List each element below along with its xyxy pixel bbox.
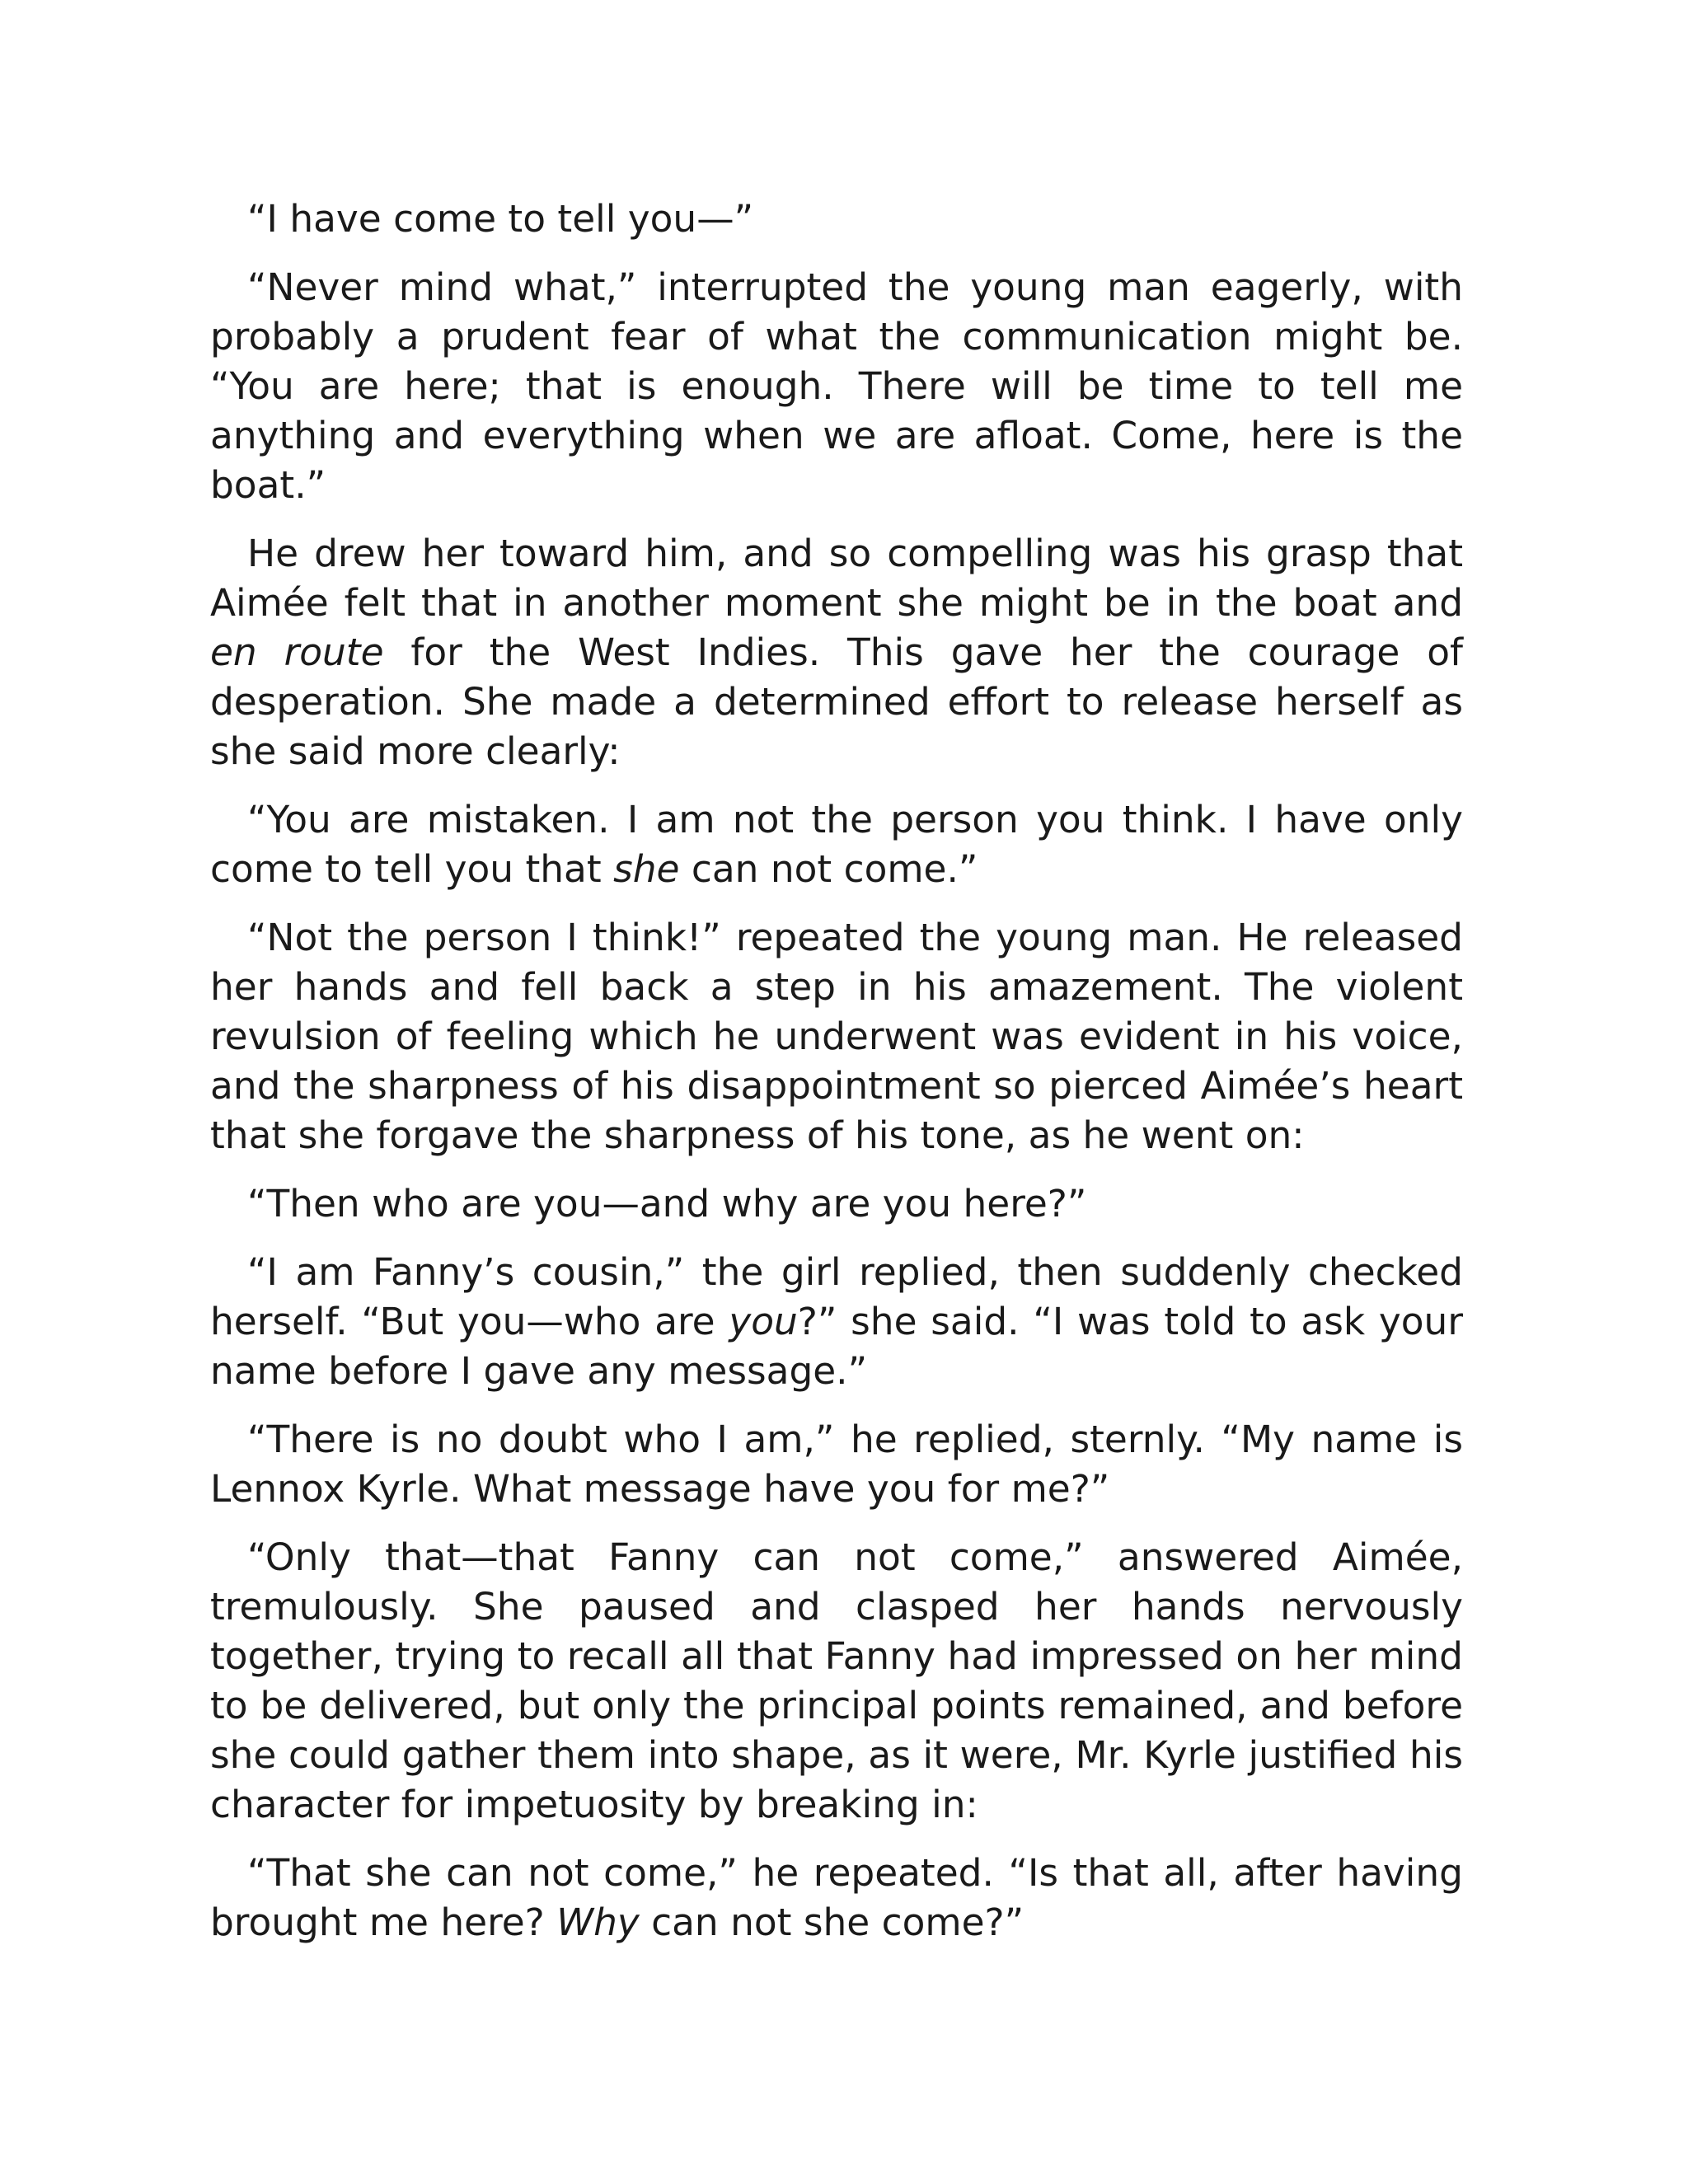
text-run: He drew her toward him, and so compelling was his grasp that Aimée felt that in another moment she might be in the boat and <box>210 532 1463 625</box>
text-run: “Then who are you—and why are you here?” <box>247 1182 1087 1226</box>
text-body <box>210 194 1463 1947</box>
text-run: ?” she said. “I was told to ask your name before I gave any message.” <box>210 1300 1463 1393</box>
italic-text: en route <box>210 630 384 674</box>
paragraph <box>210 1533 1463 1830</box>
text-run: “Only that—that Fanny can not come,” answered Aimée, tremulously. She paused and clasped her hands nervously together, trying to recall all that Fanny had impressed on her mind to be delivered, but only the principal points remained, and before she could gather them into shape, as it were, Mr. Kyrle justified his character for impetuosity by breaking in: <box>210 1535 1463 1826</box>
book-page <box>210 194 1463 1966</box>
text-run: “There is no doubt who I am,” he replied, sternly. “My name is Lennox Kyrle. What message have you for me?” <box>210 1418 1463 1511</box>
paragraph <box>210 1849 1463 1947</box>
text-run: can not come.” <box>679 847 978 891</box>
paragraph <box>210 1415 1463 1514</box>
text-run: “Not the person I think!” repeated the young man. He released her hands and fell back a step in his amazement. The violent revulsion of feeling which he underwent was evident in his voice, and the sharpness of his disappointment so pierced Aimée’s heart that she forgave the sharpness of his tone, as he went on: <box>210 916 1463 1157</box>
text-run: “That she can not come,” he repeated. “Is that all, after having brought me here? <box>210 1851 1463 1944</box>
text-run: “Never mind what,” interrupted the young man eagerly, with probably a prudent fear of what the communication might be. “You are here; that is enough. There will be time to tell me anything and everything when we are afloat. Come, here is the boat.” <box>210 265 1463 507</box>
paragraph <box>210 1248 1463 1396</box>
paragraph <box>210 1179 1463 1229</box>
text-run: “I am Fanny’s cousin,” the girl replied, then suddenly checked herself. “But you—who are <box>210 1250 1463 1343</box>
italic-text: she <box>613 847 680 891</box>
italic-text: Why <box>556 1900 640 1944</box>
paragraph <box>210 795 1463 894</box>
paragraph <box>210 194 1463 244</box>
text-run: can not she come?” <box>639 1900 1025 1944</box>
paragraph <box>210 263 1463 510</box>
text-run: for the West Indies. This gave her the courage of desperation. She made a determined effort to release herself as she said more clearly: <box>210 630 1463 773</box>
text-run: “I have come to tell you—” <box>247 197 754 241</box>
italic-text: you <box>729 1300 798 1343</box>
paragraph <box>210 529 1463 776</box>
text-run: “You are mistaken. I am not the person you think. I have only come to tell you that <box>210 798 1463 891</box>
paragraph <box>210 913 1463 1160</box>
